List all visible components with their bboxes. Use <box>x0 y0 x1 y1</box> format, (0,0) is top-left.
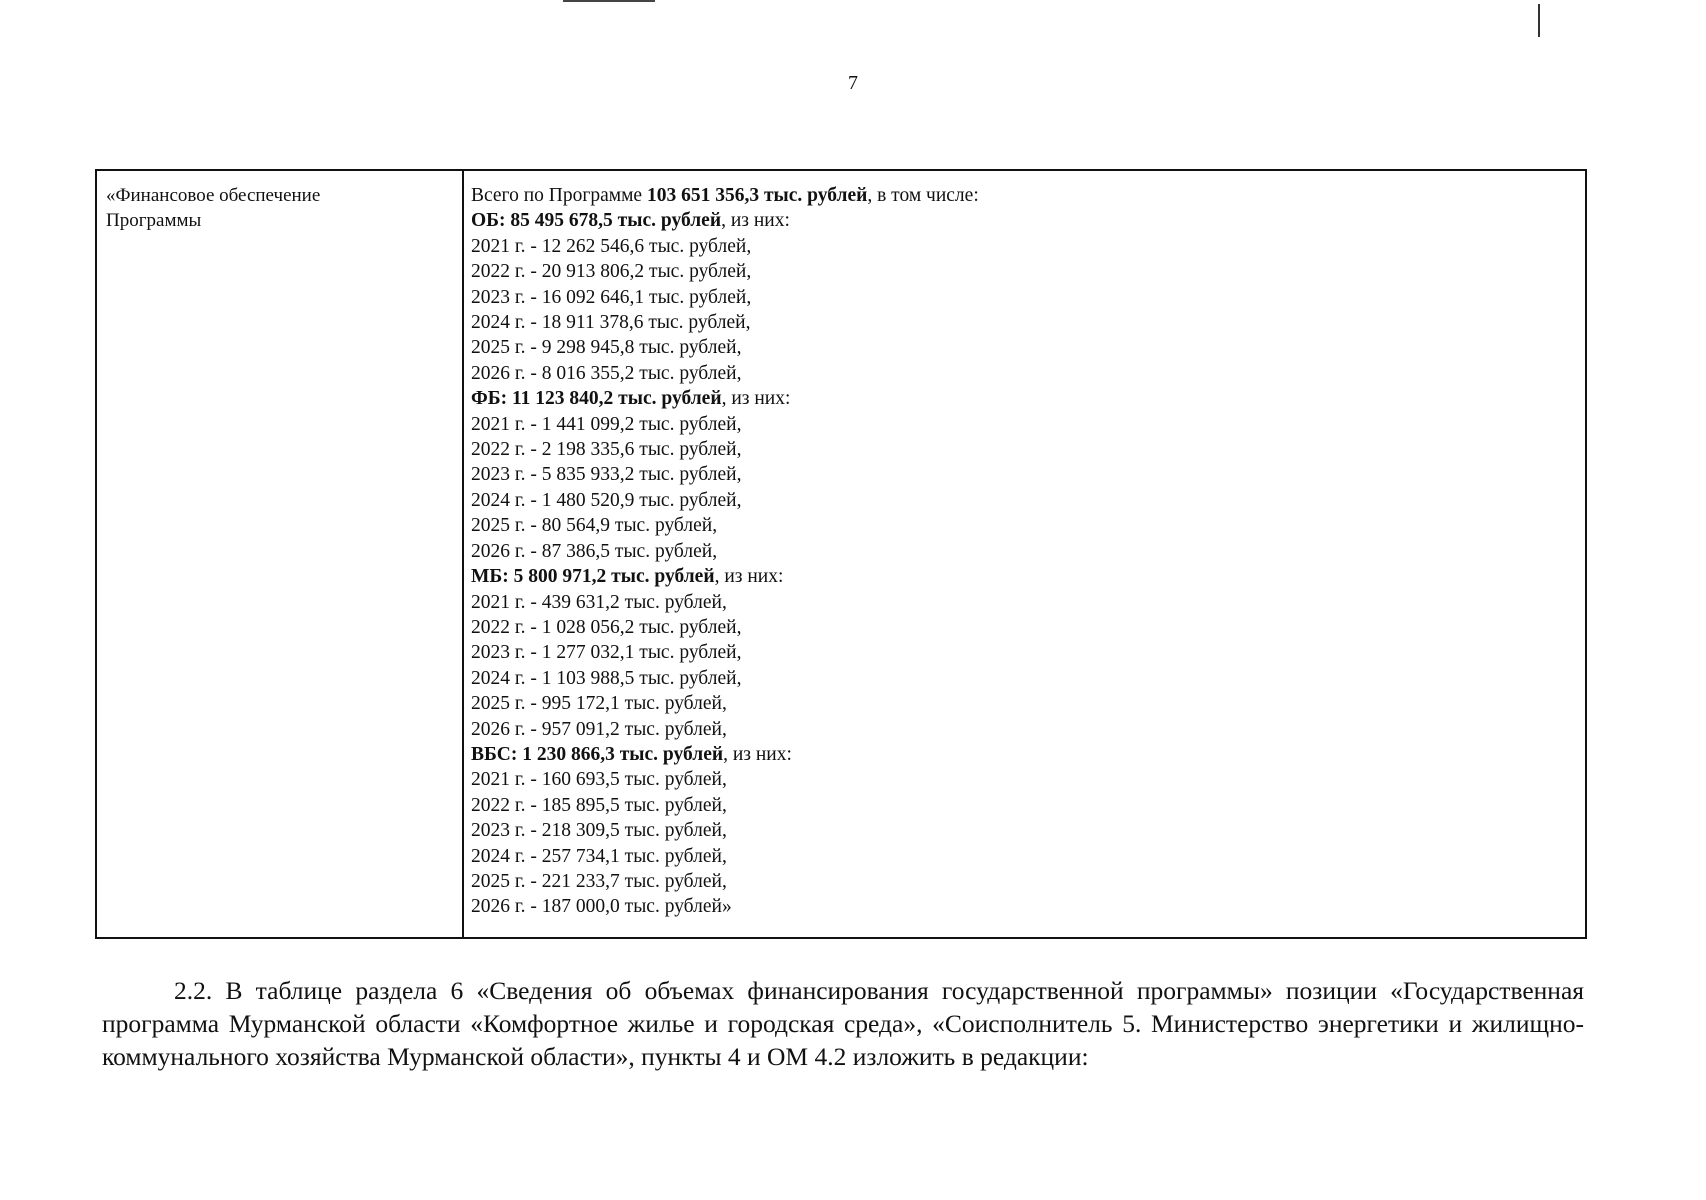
source-amount: ВБС: 1 230 866,3 тыс. рублей <box>471 743 724 765</box>
year-line: 2023 г. - 16 092 646,1 тыс. рублей, <box>471 286 752 308</box>
paragraph-text: 2.2. В таблице раздела 6 «Сведения об объемах финансирования государственной программы» позиции «Государственная программа Мурманской области «Комфортное жилье и городская среда», «Соисполнитель 5. Министерство энергетики и жилищно-коммунального хозяйства Мурманской области», пункты 4 и ОМ 4.2 изложить в редакции: <box>102 976 1584 1071</box>
year-line: 2021 г. - 12 262 546,6 тыс. рублей, <box>471 235 752 257</box>
source-amount: ФБ: 11 123 840,2 тыс. рублей <box>471 388 722 410</box>
year-line: 2026 г. - 957 091,2 тыс. рублей, <box>471 718 727 740</box>
year-line: 2024 г. - 18 911 378,6 тыс. рублей, <box>471 312 751 334</box>
scan-artifact-line <box>563 0 655 2</box>
year-line: 2024 г. - 1 480 520,9 тыс. рублей, <box>471 489 742 511</box>
year-line: 2026 г. - 8 016 355,2 тыс. рублей, <box>471 362 742 384</box>
label-line: «Финансовое обеспечение <box>106 185 321 206</box>
year-line: 2022 г. - 185 895,5 тыс. рублей, <box>471 794 727 816</box>
body-paragraph <box>102 974 1584 1073</box>
source-header-mb <box>471 564 1577 589</box>
year-line: 2025 г. - 221 233,7 тыс. рублей, <box>471 870 727 892</box>
source-header-fb <box>471 386 1577 411</box>
total-prefix: Всего по Программе <box>471 185 647 206</box>
year-line: 2021 г. - 1 441 099,2 тыс. рублей, <box>471 413 742 435</box>
total-amount: 103 651 356,3 тыс. рублей <box>646 185 868 206</box>
source-header-vbs <box>471 742 1577 767</box>
year-line: 2024 г. - 1 103 988,5 тыс. рублей, <box>471 667 742 689</box>
year-line: 2025 г. - 995 172,1 тыс. рублей, <box>471 693 727 715</box>
source-tail: , из них: <box>714 566 784 588</box>
year-line: 2021 г. - 160 693,5 тыс. рублей, <box>471 769 727 791</box>
source-amount: МБ: 5 800 971,2 тыс. рублей <box>471 566 715 588</box>
year-line: 2023 г. - 218 309,5 тыс. рублей, <box>471 820 727 842</box>
year-line: 2023 г. - 5 835 933,2 тыс. рублей, <box>471 464 742 486</box>
source-tail: , из них: <box>721 388 791 410</box>
source-tail: , из них: <box>723 743 792 765</box>
year-line: 2022 г. - 2 198 335,6 тыс. рублей, <box>471 439 742 461</box>
page-number: 7 <box>848 72 858 94</box>
table-value-cell <box>464 171 1585 937</box>
source-amount: ОБ: 85 495 678,5 тыс. рублей <box>471 210 722 232</box>
year-line: 2026 г. - 87 386,5 тыс. рублей, <box>471 540 718 562</box>
source-header-ob <box>471 208 1577 233</box>
year-line: 2021 г. - 439 631,2 тыс. рублей, <box>471 591 727 613</box>
year-line: 2025 г. - 80 564,9 тыс. рублей, <box>471 515 718 537</box>
year-line: 2022 г. - 1 028 056,2 тыс. рублей, <box>471 616 742 638</box>
total-line <box>471 183 1577 208</box>
year-line: 2022 г. - 20 913 806,2 тыс. рублей, <box>471 261 752 283</box>
scan-artifact-line <box>1538 4 1540 37</box>
year-line: 2024 г. - 257 734,1 тыс. рублей, <box>471 845 727 867</box>
source-tail: , из них: <box>721 210 790 232</box>
year-line: 2023 г. - 1 277 032,1 тыс. рублей, <box>471 642 742 664</box>
total-suffix: , в том числе: <box>867 185 979 206</box>
financing-table <box>95 169 1587 939</box>
label-line: Программы <box>106 210 202 231</box>
year-line: 2025 г. - 9 298 945,8 тыс. рублей, <box>471 337 742 359</box>
table-label-cell <box>97 171 464 937</box>
year-line: 2026 г. - 187 000,0 тыс. рублей» <box>471 896 732 918</box>
